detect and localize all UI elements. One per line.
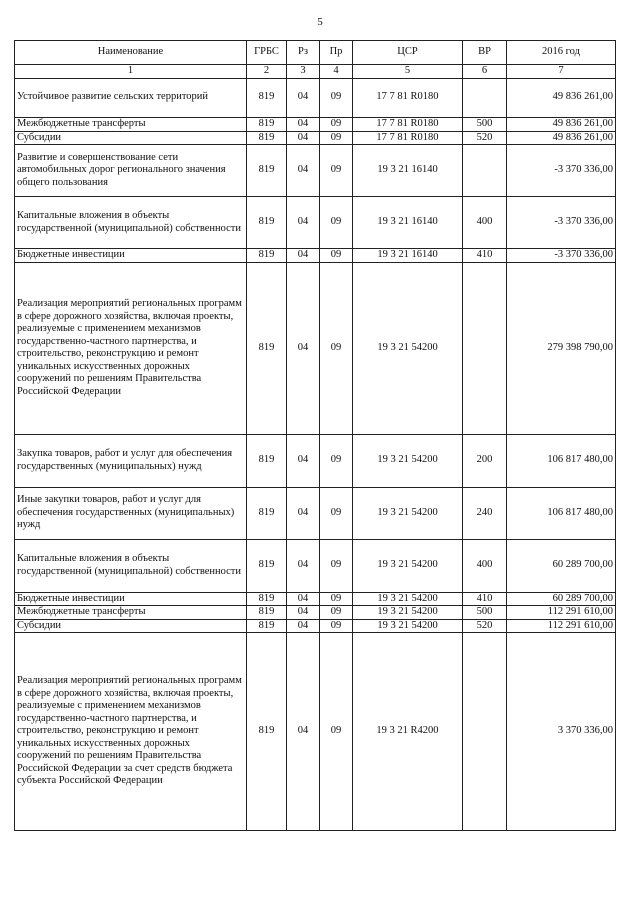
vr-cell: 500	[463, 606, 507, 620]
pr-cell: 09	[320, 117, 353, 131]
grbs-cell: 819	[247, 592, 287, 606]
budget-table	[14, 40, 616, 831]
column-number: 4	[320, 65, 353, 79]
csr-cell: 19 3 21 54200	[353, 434, 463, 487]
rz-cell: 04	[287, 197, 320, 249]
rz-cell: 04	[287, 249, 320, 263]
amount-cell: 106 817 480,00	[507, 434, 616, 487]
csr-cell: 19 3 21 54200	[353, 487, 463, 539]
rz-cell: 04	[287, 434, 320, 487]
csr-cell: 17 7 81 R0180	[353, 131, 463, 145]
grbs-cell: 819	[247, 249, 287, 263]
pr-cell: 09	[320, 131, 353, 145]
vr-cell: 200	[463, 434, 507, 487]
amount-cell: 3 370 336,00	[507, 633, 616, 831]
pr-cell: 09	[320, 434, 353, 487]
column-number-row	[15, 65, 616, 79]
table-row	[15, 197, 616, 249]
table-row	[15, 145, 616, 197]
pr-cell: 09	[320, 145, 353, 197]
rz-cell: 04	[287, 487, 320, 539]
vr-cell	[463, 262, 507, 434]
csr-cell: 17 7 81 R0180	[353, 117, 463, 131]
grbs-cell: 819	[247, 117, 287, 131]
rz-cell: 04	[287, 619, 320, 633]
pr-cell: 09	[320, 262, 353, 434]
pr-cell: 09	[320, 487, 353, 539]
amount-cell: -3 370 336,00	[507, 197, 616, 249]
grbs-cell: 819	[247, 78, 287, 117]
page-number: 5	[317, 16, 323, 28]
rz-cell: 04	[287, 606, 320, 620]
vr-cell: 410	[463, 592, 507, 606]
pr-cell: 09	[320, 78, 353, 117]
rz-cell: 04	[287, 539, 320, 592]
row-name-cell: Закупка товаров, работ и услуг для обеспечения государственных (муниципальных) нужд	[15, 434, 247, 487]
row-name-cell: Развитие и совершенствование сети автомобильных дорог регионального значения общего пользования	[15, 145, 247, 197]
row-name-cell: Реализация мероприятий региональных программ в сфере дорожного хозяйства, включая проекты, реализуемые с применением механизмов государственно-частного партнерства, и строительство, реконструкцию и ремонт уникальных искусственных дорожных сооружений по решениям Правительства Российской Федерации	[15, 262, 247, 434]
row-name-cell: Межбюджетные трансферты	[15, 606, 247, 620]
pr-cell: 09	[320, 249, 353, 263]
csr-cell: 19 3 21 16140	[353, 145, 463, 197]
amount-cell: 60 289 700,00	[507, 592, 616, 606]
row-name-cell: Бюджетные инвестиции	[15, 249, 247, 263]
rz-cell: 04	[287, 633, 320, 831]
vr-cell: 410	[463, 249, 507, 263]
csr-cell: 19 3 21 54200	[353, 592, 463, 606]
table-row	[15, 633, 616, 831]
row-name-cell: Устойчивое развитие сельских территорий	[15, 78, 247, 117]
grbs-cell: 819	[247, 619, 287, 633]
vr-cell	[463, 145, 507, 197]
amount-cell: 279 398 790,00	[507, 262, 616, 434]
grbs-cell: 819	[247, 197, 287, 249]
vr-cell: 520	[463, 131, 507, 145]
grbs-cell: 819	[247, 145, 287, 197]
rz-cell: 04	[287, 78, 320, 117]
csr-cell: 19 3 21 54200	[353, 262, 463, 434]
pr-cell: 09	[320, 197, 353, 249]
csr-cell: 17 7 81 R0180	[353, 78, 463, 117]
pr-cell: 09	[320, 592, 353, 606]
header-row	[15, 41, 616, 65]
row-name-cell: Капитальные вложения в объекты государственной (муниципальной) собственности	[15, 539, 247, 592]
vr-cell: 520	[463, 619, 507, 633]
csr-cell: 19 3 21 54200	[353, 606, 463, 620]
table-row	[15, 434, 616, 487]
pr-cell: 09	[320, 606, 353, 620]
column-header: Пр	[320, 41, 353, 65]
column-header: ГРБС	[247, 41, 287, 65]
column-header: Наименование	[15, 41, 247, 65]
grbs-cell: 819	[247, 606, 287, 620]
table-row	[15, 619, 616, 633]
table-row	[15, 606, 616, 620]
row-name-cell: Бюджетные инвестиции	[15, 592, 247, 606]
csr-cell: 19 3 21 54200	[353, 539, 463, 592]
amount-cell: 112 291 610,00	[507, 619, 616, 633]
grbs-cell: 819	[247, 262, 287, 434]
table-row	[15, 262, 616, 434]
csr-cell: 19 3 21 16140	[353, 249, 463, 263]
column-header: ВР	[463, 41, 507, 65]
row-name-cell: Капитальные вложения в объекты государственной (муниципальной) собственности	[15, 197, 247, 249]
table-row	[15, 249, 616, 263]
table-row	[15, 592, 616, 606]
column-number: 2	[247, 65, 287, 79]
csr-cell: 19 3 21 16140	[353, 197, 463, 249]
column-number: 7	[507, 65, 616, 79]
pr-cell: 09	[320, 619, 353, 633]
amount-cell: 60 289 700,00	[507, 539, 616, 592]
row-name-cell: Иные закупки товаров, работ и услуг для обеспечения государственных (муниципальных) нужд	[15, 487, 247, 539]
csr-cell: 19 3 21 54200	[353, 619, 463, 633]
table-row	[15, 78, 616, 117]
table-row	[15, 131, 616, 145]
grbs-cell: 819	[247, 539, 287, 592]
column-header: 2016 год	[507, 41, 616, 65]
table-row	[15, 539, 616, 592]
vr-cell: 400	[463, 197, 507, 249]
csr-cell: 19 3 21 R4200	[353, 633, 463, 831]
row-name-cell: Реализация мероприятий региональных программ в сфере дорожного хозяйства, включая проекты, реализуемые с применением механизмов государственно-частного партнерства, и строительство, реконструкцию и ремонт уникальных искусственных дорожных сооружений по решениям Правительства Российской Федерации за счет средств бюджета субъекта Российской Федерации	[15, 633, 247, 831]
rz-cell: 04	[287, 145, 320, 197]
amount-cell: 49 836 261,00	[507, 117, 616, 131]
vr-cell	[463, 633, 507, 831]
column-header: ЦСР	[353, 41, 463, 65]
table-row	[15, 487, 616, 539]
grbs-cell: 819	[247, 434, 287, 487]
column-number: 1	[15, 65, 247, 79]
rz-cell: 04	[287, 592, 320, 606]
row-name-cell: Межбюджетные трансферты	[15, 117, 247, 131]
grbs-cell: 819	[247, 487, 287, 539]
table-row	[15, 117, 616, 131]
rz-cell: 04	[287, 262, 320, 434]
row-name-cell: Субсидии	[15, 131, 247, 145]
column-number: 6	[463, 65, 507, 79]
grbs-cell: 819	[247, 633, 287, 831]
amount-cell: 112 291 610,00	[507, 606, 616, 620]
amount-cell: -3 370 336,00	[507, 145, 616, 197]
vr-cell	[463, 78, 507, 117]
vr-cell: 240	[463, 487, 507, 539]
rz-cell: 04	[287, 131, 320, 145]
amount-cell: -3 370 336,00	[507, 249, 616, 263]
vr-cell: 400	[463, 539, 507, 592]
amount-cell: 49 836 261,00	[507, 78, 616, 117]
row-name-cell: Субсидии	[15, 619, 247, 633]
pr-cell: 09	[320, 539, 353, 592]
rz-cell: 04	[287, 117, 320, 131]
vr-cell: 500	[463, 117, 507, 131]
column-header: Рз	[287, 41, 320, 65]
pr-cell: 09	[320, 633, 353, 831]
amount-cell: 106 817 480,00	[507, 487, 616, 539]
column-number: 3	[287, 65, 320, 79]
amount-cell: 49 836 261,00	[507, 131, 616, 145]
table-body	[15, 78, 616, 831]
column-number: 5	[353, 65, 463, 79]
grbs-cell: 819	[247, 131, 287, 145]
